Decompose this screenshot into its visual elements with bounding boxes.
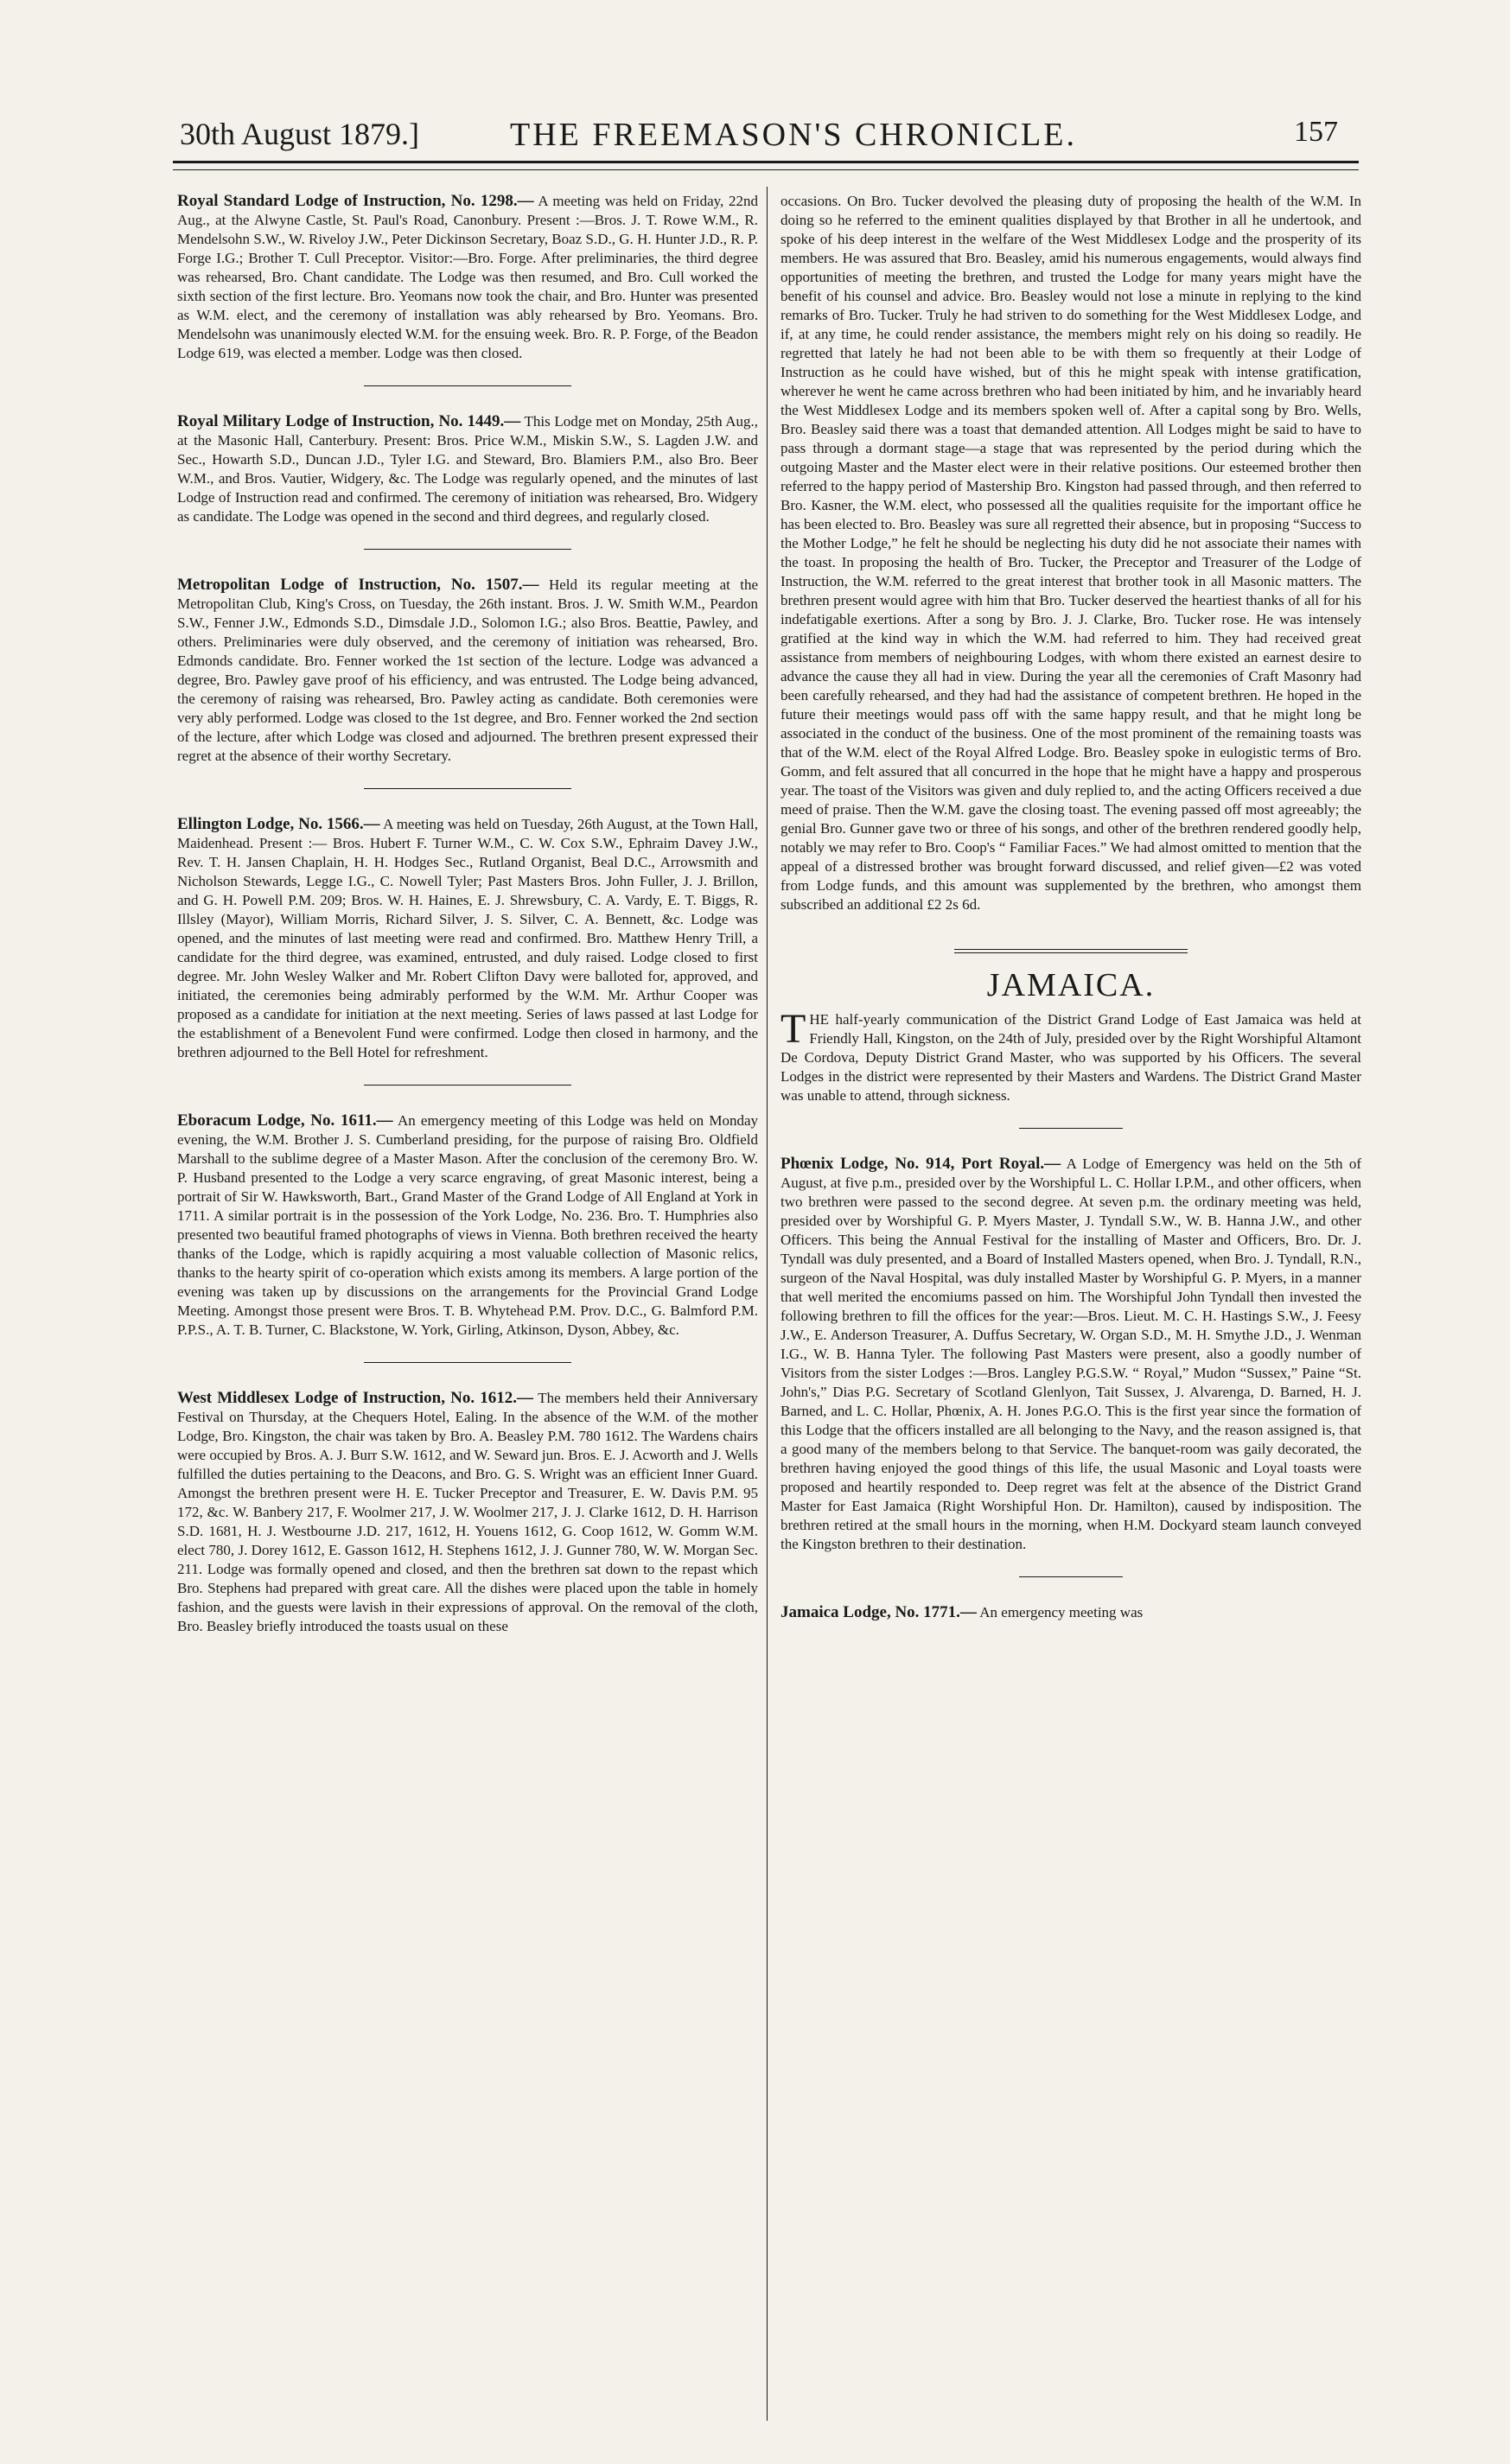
article-headline: Eboracum Lodge, No. 1611.— [177,1111,393,1130]
article-separator [364,549,571,550]
article-headline: Royal Military Lodge of Instruction, No. 1449.— [177,412,521,430]
article-headline: Phœnix Lodge, No. 914, Port Royal.— [780,1155,1061,1173]
article-phoenix [780,1155,1361,1554]
article-west-middlesex-continued [780,192,1361,914]
article-headline: Jamaica Lodge, No. 1771.— [780,1603,977,1621]
page-number: 157 [1294,116,1338,148]
article-body: half-yearly communication of the District Grand Lodge of East Jamaica was held at Friendly Hall, Kingston, on the 24th of July, presided over by the Right Worshipful Altamont De Cordova, Deputy District Grand Master, who was supported by his Officers. The several Lodges in the district were represented by their Masters and Wardens. The District Grand Master was unable to attend, through sickness. [780,1011,1361,1104]
article-royal-military [177,412,758,526]
article-separator [364,385,571,386]
article-headline: West Middlesex Lodge of Instruction, No. 1612.— [177,1389,533,1407]
article-body: The members held their Anniversary Festival on Thursday, at the Chequers Hotel, Ealing. In the absence of the W.M. of the mother Lodge, Bro. Kingston, the chair was taken by Bro. A. Beasley P.M. 780 1612. The Wardens chairs were occupied by Bros. A. J. Burr S.W. 1612, and W. Seward jun. Bros. E. J. Acworth and J. Wells fulfilled the duties pertaining to the Deacons, and Bro. G. S. Wright was an efficient Inner Guard. Amongst the brethren present were H. E. Tucker Preceptor and Treasurer, E. W. Davis P.M. 95 172, &c. W. Banbery 217, F. Woolmer 217, J. W. Woolmer 217, J. J. Clarke 1612, D. H. Harrison S.D. 1681, H. J. Westbourne J.D. 217, 1612, H. Youens 1612, G. Coop 1612, W. Gomm W.M. elect 780, J. Dorey 1612, E. Gasson 1612, H. Stephens 1612, J. J. Gunner 780, W. W. Morgan Sec. 211. Lodge was formally opened and closed, and then the brethren sat down to the repast which Bro. Stephens had prepared with great care. All the dishes were placed upon the table in homely fashion, and the guests were lavish in their expressions of approval. On the removal of the cloth, Bro. Beasley briefly introduced the toasts usual on these [177,1390,758,1634]
article-west-middlesex [177,1389,758,1636]
article-body: An emergency meeting was [979,1604,1144,1620]
article-separator [364,1085,571,1086]
article-body: An emergency meeting of this Lodge was held on Monday evening, the W.M. Brother J. S. Cumberland presiding, for the purpose of raising Bro. Oldfield Marshall to the sublime degree of a Master Mason. After the conclusion of the ceremony Bro. W. P. Husband presented to the Lodge a very scarce engraving, of great Masonic interest, being a portrait of Sir W. Hawksworth, Bart., Grand Master of the Grand Lodge of All England at York in 1711. A similar portrait is in the possession of the York Lodge, No. 236. Bro. T. Humphries also presented two beautiful framed photographs of views in Vienna. Both brethren received the hearty thanks of the Lodge, which is rapidly acquiring a most valuable collection of Masonic relics, thanks to the hearty spirit of co-operation which exists among its members. A large portion of the evening was taken up by discussions on the arrangements for the Provincial Grand Lodge Meeting. Amongst those present were Bros. T. B. Whytehead P.M. Prov. D.C., G. Balmford P.M. P.P.S., A. T. B. Turner, C. Blackstone, W. York, Girling, Atkinson, Dyson, Abbey, &c. [177,1112,758,1338]
article-body: This Lodge met on Monday, 25th Aug., at the Masonic Hall, Canterbury. Present: Bros. Price W.M., Miskin S.W., S. Lagden J.W. and Sec., Howarth S.D., Duncan J.D., Tyler I.G. and Steward, Bro. Blamiers P.M., also Bro. Beer W.M., and Bros. Vautier, Widgery, &c. The Lodge was regularly opened, and the minutes of last Lodge of Instruction read and confirmed. The ceremony of initiation was rehearsed, Bro. Widgery as candidate. The Lodge was opened in the second and third degrees, and regularly closed. [177,413,758,525]
article-separator [1019,1576,1123,1577]
newspaper-title: THE FREEMASON'S CHRONICLE. [510,117,1077,153]
right-column [780,192,1361,2417]
article-body: A meeting was held on Friday, 22nd Aug., at the Alwyne Castle, St. Paul's Road, Canonbury. Present :—Bros. J. T. Rowe W.M., R. Mendelsohn S.W., W. Riveloy J.W., Peter Dickinson Secretary, Boaz S.D., G. H. Hunter J.D., R. P. Forge I.G.; Brother T. Cull Preceptor. Visitor:—Bro. Forge. After preliminaries, the third degree was rehearsed, Bro. Chant candidate. The Lodge was then resumed, and Bro. Cull worked the sixth section of the first lecture. Bro. Yeomans now took the chair, and Bro. Hunter was presented as W.M. elect, and the ceremony of installation was ably rehearsed by Bro. Yeomans. Bro. Mendelsohn was unanimously elected W.M. for the ensuing week. Bro. R. P. Forge, of the Beadon Lodge 619, was elected a member. Lodge was then closed. [177,193,758,361]
section-separator [954,949,1188,953]
article-jamaica-lodge [780,1603,1361,1622]
column-divider [767,187,768,2421]
article-body: A meeting was held on Tuesday, 26th August, at the Town Hall, Maidenhead. Present :— Bros. Hubert F. Turner W.M., C. W. Cox S.W., Ephraim Davey J.W., Rev. T. H. Jansen Chaplain, H. H. Hodges Sec., Rutland Organist, Beal D.C., Arrowsmith and Nicholson Stewards, Legge I.G., C. Nowell Tyler; Past Masters Bros. John Fuller, J. J. Brillon, and G. H. Powell P.M. 209; Bros. W. H. Haines, E. J. Shrewsbury, C. A. Vardy, E. T. Biggs, R. Illsley (Mayor), William Morris, Richard Silver, J. S. Silver, C. A. Bennett, &c. Lodge was opened, and the minutes of last meeting were read and confirmed. Bro. Matthew Henry Trill, a candidate for the third degree, was examined, entrusted, and duly raised. Lodge closed to first degree. Mr. John Wesley Walker and Mr. Robert Clifton Davy were balloted for, approved, and initiated, the ceremonies being admirably performed by the W.M. Mr. Arthur Cooper was proposed as a candidate for initiation at the next meeting. Series of laws passed at last Lodge for the establishment of a Benevolent Fund were confirmed. Lodge then closed in harmony, and the brethren adjourned to the Bell Hotel for refreshment. [177,816,758,1060]
article-headline: Metropolitan Lodge of Instruction, No. 1507.— [177,576,539,594]
article-royal-standard [177,192,758,363]
masthead-rule [173,161,1359,170]
article-body: A Lodge of Emergency was held on the 5th of August, at five p.m., presided over by the Worshipful L. C. Hollar I.P.M., and other officers, when two brethren were passed to the second degree. At seven p.m. the ordinary meeting was held, presided over by Worshipful G. P. Myers Master, J. Tyndall S.W., W. B. Hanna J.W., and other Officers. This being the Annual Festival for the installing of Master and Officers, Bro. Dr. J. Tyndall was duly presented, and a Board of Installed Masters opened, when Bro. J. Tyndall, R.N., surgeon of the Naval Hospital, was duly installed Master by Worshipful G. P. Myers, in a manner that well merited the encomiums passed on him. The Worshipful John Tyndall then invested the following brethren to fill the offices for the year:—Bros. Lieut. M. C. H. Hastings S.W., J. Feesy J.W., E. Anderson Treasurer, A. Duffus Secretary, W. Organ S.D., M. H. Smythe J.D., J. Wenman I.G., W. B. Hanna Tyler. The following Past Masters were present, also a goodly number of Visitors from the sister Lodges :—Bros. Langley P.G.S.W. “ Royal,” Mudon “Sussex,” Paine “St. John's,” Dias P.G. Secretary of Scotland Glenlyon, Tait Sussex, J. Alvarenga, D. Barned, H. J. Barned, and L. C. Hollar, Phœnix, A. H. Jones P.G.O. This is the first year since the formation of this Lodge that the officers installed are all belonging to the Navy, and the reason assigned is, that a good many of the members belong to that Service. The banquet-room was gaily decorated, the brethren having enjoyed the good things of this life, the usual Masonic and Loyal toasts were proposed and heartily responded to. Deep regret was felt at the absence of the District Grand Master for East Jamaica (Right Worshipful Hon. Dr. Hamilton), caused by indisposition. The brethren retired at the small hours in the morning, when H.M. Dockyard steam launch conveyed the Kingston brethren to their destination. [780,1156,1361,1552]
article-metropolitan [177,576,758,766]
lead-words: HE [809,1011,829,1028]
article-separator [1019,1128,1123,1129]
article-headline: Royal Standard Lodge of Instruction, No. 1298.— [177,192,534,210]
issue-date: 30th August 1879.] [180,117,420,151]
drop-cap: T [780,1006,806,1052]
article-separator [364,1362,571,1363]
section-title: JAMAICA. [986,967,1156,1003]
left-column [177,192,758,2417]
article-body: Held its regular meeting at the Metropolitan Club, King's Cross, on Tuesday, the 26th instant. Bros. J. W. Smith W.M., Peardon S.W., Fenner J.W., Edmonds S.D., Dimsdale J.D., Solomon I.G.; also Bros. Beattie, Pawley, and others. Preliminaries were duly observed, and the ceremony of initiation was rehearsed, Bro. Edmonds candidate. Bro. Fenner worked the 1st section of the lecture. Lodge was advanced a degree, Bro. Pawley gave proof of his efficiency, and was entrusted. The Lodge being advanced, the ceremony of raising was rehearsed, Bro. Pawley acting as candidate. Both ceremonies were very ably performed. Lodge was closed to the 1st degree, and Bro. Fenner worked the 2nd section of the lecture, after which Lodge was closed and adjourned. The brethren present expressed their regret at the absence of their worthy Secretary. [177,576,758,764]
article-eboracum [177,1111,758,1340]
masthead [173,111,1341,159]
article-ellington [177,815,758,1062]
article-headline: Ellington Lodge, No. 1566.— [177,815,380,833]
article-body: occasions. On Bro. Tucker devolved the pleasing duty of proposing the health of the W.M. In doing so he referred to the eminent qualities displayed by that Brother in all he undertook, and spoke of his deep interest in the welfare of the West Middlesex Lodge and the prosperity of its members. He was assured that Bro. Beasley, amid his numerous engagements, would always find opportunities of meeting the brethren, and trusted the Lodge for many years might have the benefit of his counsel and advice. Bro. Beasley would not lose a minute in replying to the kind remarks of Bro. Tucker. Truly he had striven to do something for the West Middlesex Lodge, and if, at any time, he could render assistance, the members might rely on his doing so readily. He regretted that lately he had not been able to be with them so frequently at their Lodge of Instruction as he could have wished, but of this he might speak with intense gratification, wherever he went he came across brethren who had been initiated by him, and he invariably heard the West Middlesex Lodge and its members spoken well of. After a capital song by Bro. Wells, Bro. Beasley said there was a toast that demanded attention. All Lodges might be said to have to pass through a dormant stage—a stage that was represented by the period during which the outgoing Master and the Master elect were in their relative positions. Our esteemed brother then referred to the happy period of Mastership Bro. Kingston had passed through, and then referred to Bro. Kasner, the W.M. elect, who possessed all the qualities requisite for the important office he has been elected to. Bro. Beasley was sure all regretted their absence, but in proposing “Success to the Mother Lodge,” he felt he should be neglecting his duty did he not associate their names with the toast. In proposing the health of Bro. Tucker, the Preceptor and Treasurer of the Lodge of Instruction, the W.M. referred to the great interest that brother took in all Masonic matters. The brethren present would agree with him that Bro. Tucker deserved the heartiest thanks of all for his indefatigable exertions. After a song by Bro. J. J. Clarke, Bro. Tucker rose. He was intensely gratified at the kind way in which the W.M. had referred to him. They had received great assistance from members of neighbouring Lodges, with whom there existed an earnest desire to advance the cause they all had in view. During the year all the ceremonies of Craft Masonry had been carefully rehearsed, and they had had the assistance of competent brethren. He hoped in the future their meetings would pass off with the same happy result, and that he might long be associated in the conduct of the business. One of the most prominent of the remaining toasts was that of the W.M. elect of the Royal Alfred Lodge. Bro. Beasley spoke in eulogistic terms of Bro. Gomm, and felt assured that all concurred in the hope that he might have a happy and prosperous year. The toast of the Visitors was given and duly replied to, and the acting Officers received a due meed of praise. Then the W.M. gave the closing toast. The evening passed off most agreeably; the genial Bro. Gunner gave two or three of his songs, and other of the brethren rendered goodly help, notably we may refer to Bro. Coop's “ Familiar Faces.” We had almost omitted to mention that the appeal of a distressed brother was brought forward discussed, and relief given—£2 was voted from Lodge funds, and this amount was supplemented by the brethren, who amongst them subscribed an additional £2 2s 6d. [780,193,1361,913]
article-separator [364,788,571,789]
article-jamaica-intro [780,1006,1361,1105]
